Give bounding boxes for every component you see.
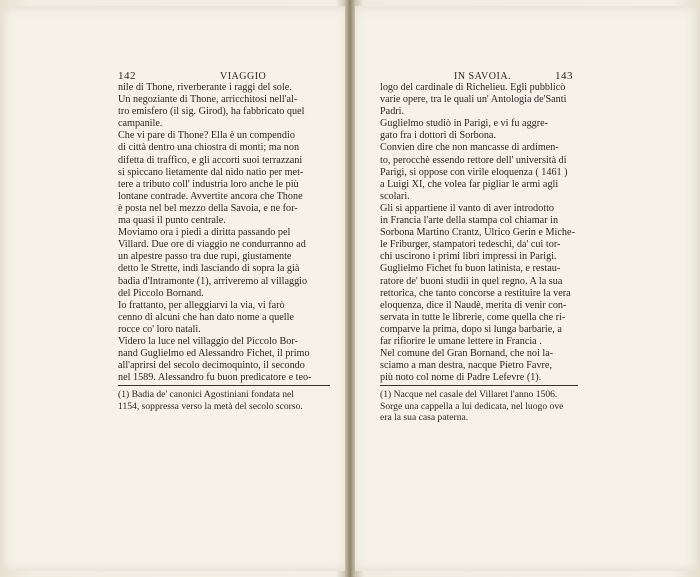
text-line: difetta di traffico, e gli accorti suoi terrazzani bbox=[118, 154, 303, 166]
text-line: detto le Strette, indi lasciando di sopra la già bbox=[118, 263, 300, 275]
text-line: a Luigi XI, che volea far pigliar le armi agli bbox=[380, 178, 559, 190]
text-line: tere a tributo coll' industria loro anche le più bbox=[118, 178, 299, 190]
text-line: lontane contrade. Avvertite ancora che Thone bbox=[118, 190, 303, 202]
text-line: Io frattanto, per alleggiarvi la via, vi farò bbox=[118, 299, 285, 311]
right-footnote-rule bbox=[380, 385, 578, 386]
left-footnote-rule bbox=[118, 385, 330, 386]
book-gutter bbox=[345, 0, 355, 577]
text-line: in Francia l'arte della stampa col chiamar in bbox=[380, 215, 559, 227]
text-line: Padri. bbox=[380, 106, 405, 118]
text-line: Gli si appartiene il vanto di aver introdotto bbox=[380, 202, 554, 214]
text-line: far rifiorire le umane lettere in Francia . bbox=[380, 335, 542, 347]
text-line: rocce co' loro natali. bbox=[118, 323, 201, 335]
text-line: Sorbona Martino Crantz, Ulrico Gerin e Miche- bbox=[380, 227, 575, 239]
text-line: logo del cardinale di Richelieu. Egli pubblicò bbox=[380, 82, 566, 93]
right-footnote bbox=[380, 389, 580, 424]
text-line: servata in tutte le librerie, come quella che ri- bbox=[380, 311, 566, 323]
text-line: varie opere, tra le quali un' Antologia de'Santi bbox=[380, 94, 567, 106]
text-line: all'aprirsi del secolo decimoquinto, il secondo bbox=[118, 360, 305, 372]
right-page-number: 143 bbox=[555, 70, 573, 82]
text-line: Villard. Due ore di viaggio ne condurranno ad bbox=[118, 239, 306, 251]
text-line: gato fra i dottori di Sorbona. bbox=[380, 130, 497, 142]
footnote-line: era la sua casa paterna. bbox=[380, 412, 469, 423]
text-line: nel 1589. Alessandro fu buon predicatore e teo- bbox=[118, 372, 312, 384]
text-line: ma quasi il punto centrale. bbox=[118, 215, 226, 227]
text-line: ratore de' buoni studii in quel regno. A la sua bbox=[380, 275, 563, 287]
text-line: più noto col nome di Padre Lefevre (1). bbox=[380, 372, 542, 384]
left-body-text bbox=[118, 82, 330, 384]
text-line: sciamo a man destra, nacque Pietro Favre, bbox=[380, 360, 552, 372]
footnote-line: (1) Badia de' canonici Agostiniani fondata nel bbox=[118, 389, 294, 400]
text-line: badia d'Intramonte (1), arriveremo al villaggio bbox=[118, 275, 308, 287]
text-line: Nel comune del Gran Bornand, che noi la- bbox=[380, 348, 554, 360]
text-line: tro emisfero (il sig. Girod), ha fabbricato quel bbox=[118, 106, 305, 118]
text-line: campanile. bbox=[118, 118, 163, 130]
text-line: Videro la luce nel villaggio del Piccolo Bor- bbox=[118, 335, 298, 347]
text-line: cenno di alcuni che han dato nome a quelle bbox=[118, 311, 294, 323]
left-footnote bbox=[118, 389, 332, 412]
text-line: Parigi, si oppose con virile eloquenza ( 1461 ) bbox=[380, 166, 568, 178]
left-running-head: VIAGGIO bbox=[220, 71, 267, 82]
right-body-text bbox=[380, 82, 576, 384]
text-line: di città dentro una chiostra di monti; ma non bbox=[118, 142, 300, 154]
text-line: chi uscirono i primi libri impressi in Parigi. bbox=[380, 251, 557, 263]
text-line: nand Guglielmo ed Alessandro Fichet, il primo bbox=[118, 348, 310, 360]
text-line: Guglielmo studiò in Parigi, e vi fu aggre- bbox=[380, 118, 549, 130]
text-line: rettorica, che tanto concorse a restituire la vera bbox=[380, 287, 571, 299]
text-line: è posta nel bel mezzo della Savoia, e ne for- bbox=[118, 202, 298, 214]
text-line: si spiccano lietamente dal nido natio per met- bbox=[118, 166, 304, 178]
right-running-head: IN SAVOIA. bbox=[454, 71, 512, 82]
left-page-number: 142 bbox=[118, 70, 136, 82]
footnote-line: Sorge una cappella a lui dedicata, nel luogo ove bbox=[380, 400, 564, 412]
text-line: comparve la prima, dopo sì lunga barbarie, a bbox=[380, 323, 562, 335]
text-line: Che vi pare di Thone? Ella è un compendio bbox=[118, 130, 295, 142]
text-line: Convien dire che non mancasse di ardimen- bbox=[380, 142, 559, 154]
text-line: del Piccolo Bornand. bbox=[118, 287, 204, 299]
text-line: nile di Thone, riverberante i raggi del sole. bbox=[118, 82, 292, 93]
text-line: un alpestre passo tra due rupi, giustamente bbox=[118, 251, 292, 263]
text-line: to, perocchè essendo rettore dell' università di bbox=[380, 154, 567, 166]
text-line: le Friburger, stampatori tedeschi, da' cui tor- bbox=[380, 239, 561, 251]
text-line: scolari. bbox=[380, 190, 410, 202]
text-line: Guglielmo Fichet fu buon latinista, e restau- bbox=[380, 263, 561, 275]
footnote-line: 1154, soppressa verso la metà del secolo scorso. bbox=[118, 400, 303, 412]
footnote-line: (1) Nacque nel casale del Villaret l'anno 1506. bbox=[380, 389, 558, 400]
text-line: eloquenza, dice il Naudè, merita di venir con- bbox=[380, 299, 567, 311]
text-line: Un negoziante di Thone, arricchitosi nell'al- bbox=[118, 94, 298, 106]
text-line: Moviamo ora i piedi a diritta passando pel bbox=[118, 227, 291, 239]
